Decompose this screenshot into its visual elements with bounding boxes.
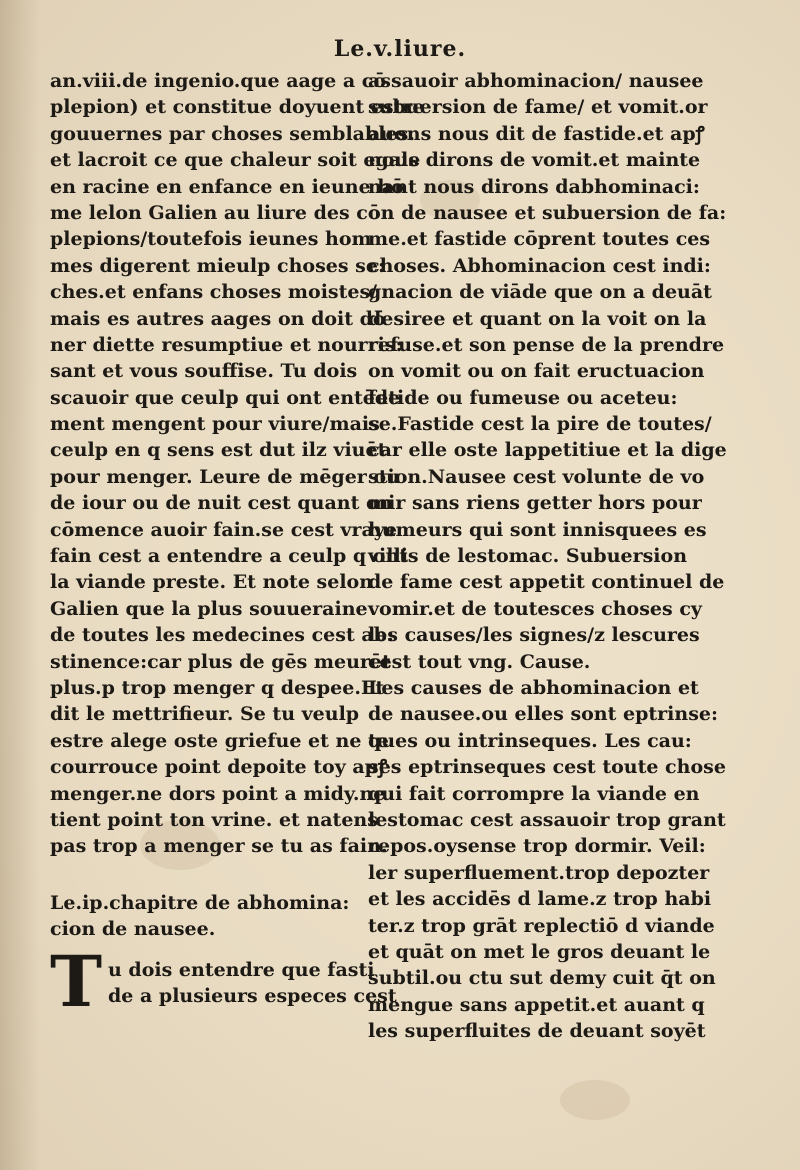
text-line: repos.oysense trop dormir. Veil:	[368, 835, 706, 858]
text-line: mir sans riens getter hors pour	[368, 492, 702, 515]
section-gap	[50, 860, 350, 890]
page-edge-shadow	[0, 0, 40, 1170]
text-line: de a plusieurs especes cest	[108, 984, 397, 1007]
text-line: an.viii.de ingenio.que aage a cō	[50, 70, 387, 92]
text-line: nant nous dirons dabhominaci:	[368, 175, 700, 198]
text-line: gnacion de viāde que on a deuāt	[368, 281, 712, 304]
drop-cap-text	[108, 957, 397, 1010]
text-line: choses. Abhominacion cest indi:	[368, 254, 711, 277]
text-line: on vomit ou on fait eructuacion	[368, 360, 705, 383]
text-line: stinence:car plus de gēs meurēt	[50, 650, 391, 673]
text-line: gouuernes par choses semblables.	[50, 122, 415, 145]
text-line: ches.et enfans choses moistes/	[50, 281, 378, 304]
text-line: ment mengent pour viure/mais	[50, 413, 380, 436]
text-line: ler superfluement.trop depozter	[368, 861, 710, 884]
text-line: mais es autres aages on doit dō	[50, 307, 386, 330]
text-line: et quāt on met le gros deuant le	[368, 940, 711, 963]
text-line: me lelon Galien au liure des cō	[50, 201, 381, 224]
right-column	[368, 68, 727, 1044]
text-line: assauoir abhominacion/ nausee	[368, 70, 704, 92]
left-column	[50, 68, 425, 1023]
text-line: auons nous dit de fastide.et apꝭ	[368, 122, 705, 145]
text-line: subtil.ou ctu sut demy cuit q̄t on	[368, 967, 716, 990]
text-line: villis de lestomac. Subuersion	[368, 545, 688, 568]
text-line: scauoir que ceulp qui ont entēde	[50, 386, 401, 409]
text-line: desiree et quant on la voit on la	[368, 307, 707, 330]
text-line: me.et fastide cōprent toutes ces	[368, 228, 711, 251]
text-line: Les causes de abhominacion et	[368, 676, 699, 699]
text-line: qui fait corrompre la viande en	[368, 782, 700, 805]
text-line: ner diette resumptiue et nourris:	[50, 333, 403, 356]
text-line: de toutes les medecines cest ab:	[50, 624, 394, 647]
text-line: nous dirons de vomit.et mainte	[368, 149, 701, 172]
text-line: subuersion de fame/ et vomit.or	[368, 96, 708, 119]
text-line: mes digerent mieulp choses se:	[50, 254, 385, 277]
chapter-opening	[50, 939, 397, 1023]
text-line: de fame cest appetit continuel de	[368, 571, 725, 594]
text-line: vomir.et de toutesces choses cy	[368, 597, 702, 620]
text-line: pour menger. Leure de mēger ou	[50, 465, 400, 488]
text-line: stion.Nausee cest volunte de vo	[368, 465, 705, 488]
drop-cap-letter: T	[50, 939, 103, 1023]
text-line: de nausee.ou elles sont eptrinse:	[368, 703, 719, 726]
right-column-body	[368, 68, 727, 1044]
text-line: ceulp en q sens est dut ilz viuēt	[50, 439, 387, 462]
text-line: humeurs qui sont innisquees es	[368, 518, 707, 541]
left-column-body	[50, 68, 425, 860]
text-line: ses eptrinseques cest toute chose	[368, 756, 726, 779]
text-line: de iour ou de nuit cest quant on	[50, 492, 393, 515]
text-line: dit le mettrifieur. Se tu veulp	[50, 703, 360, 726]
text-line: refuse.et son pense de la prendre	[368, 333, 725, 356]
text-line: cōmence auoir fain.se cest vraye	[50, 518, 397, 541]
text-line: menger.ne dors point a midy.ne	[50, 782, 386, 805]
text-line: cest tout vng. Cause.	[368, 650, 591, 673]
text-line: les superfluites de deuant soyēt	[368, 1020, 706, 1043]
text-line: sant et vous souffise. Tu dois	[50, 360, 358, 383]
text-line: fetide ou fumeuse ou aceteu:	[368, 386, 678, 409]
text-line: mengue sans appetit.et auant q	[368, 993, 705, 1016]
text-line: on de nausee et subuersion de fa:	[368, 201, 727, 224]
text-line: pas trop a menger se tu as fain.	[50, 835, 388, 858]
foxing-stain	[560, 1080, 630, 1120]
text-line: en racine en enfance en ieune hō	[50, 175, 404, 198]
text-line: u dois entendre que fasti	[108, 958, 375, 981]
chapter-heading-line: Le.ip.chapitre de abhomina:	[50, 891, 350, 914]
text-line: Galien que la plus souueraine	[50, 597, 368, 620]
text-line: se.Fastide cest la pire de toutes/	[368, 413, 712, 436]
text-line: car elle oste lappetitiue et la dige	[368, 439, 727, 462]
chapter-heading-line: cion de nausee.	[50, 918, 216, 941]
text-line: et lacroit ce que chaleur soit egale	[50, 149, 421, 172]
text-line: plepion) et constitue doyuent estre	[50, 96, 425, 119]
text-line: plus.p trop menger q despee.Et	[50, 676, 385, 699]
text-line: fain cest a entendre a ceulp q ont	[50, 545, 409, 568]
text-line: courrouce point depoite toy apꝭ	[50, 756, 387, 779]
running-header: Le.v.liure.	[333, 36, 467, 62]
text-line: tient point ton vrine. et natens	[50, 808, 378, 831]
text-line: ter.z trop grāt replectiō d viande	[368, 914, 715, 937]
text-line: lestomac cest assauoir trop grant	[368, 808, 726, 831]
text-line: ques ou intrinseques. Les cau:	[368, 729, 692, 752]
text-line: les causes/les signes/z lescures	[368, 624, 700, 647]
text-line: et les accidēs d lame.z trop habi	[368, 888, 712, 911]
text-line: plepions/toutefois ieunes hom	[50, 228, 372, 251]
text-line: la viande preste. Et note selon	[50, 571, 374, 594]
chapter-heading	[50, 890, 350, 943]
text-line: estre alege oste griefue et ne te	[50, 729, 389, 752]
